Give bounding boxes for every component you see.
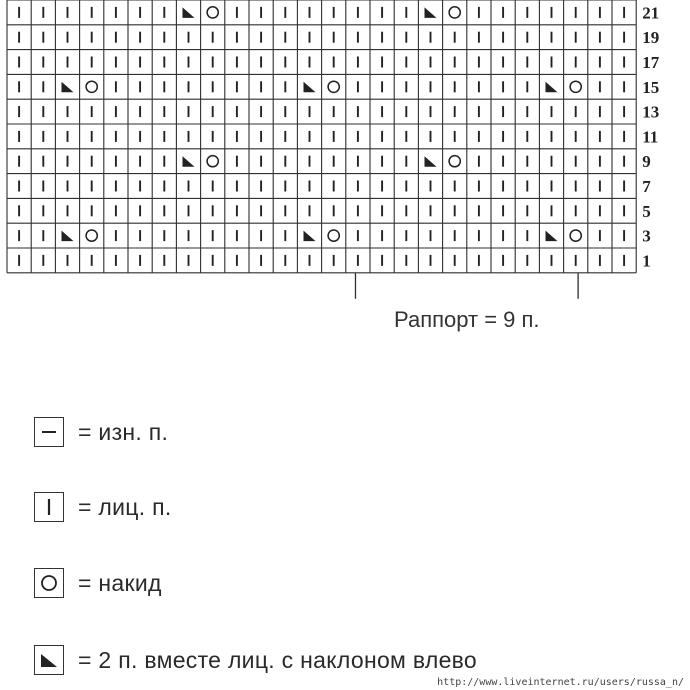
decrease-left-symbol xyxy=(425,156,437,167)
decrease-left-symbol xyxy=(183,156,195,167)
yarn-over-symbol xyxy=(86,230,97,241)
legend-item-knit xyxy=(34,490,172,524)
row-number-label: 17 xyxy=(642,53,660,72)
yarn-over-symbol xyxy=(570,81,581,92)
legend-item-decrease-left xyxy=(34,643,477,677)
yarn-over-symbol xyxy=(86,81,97,92)
decrease-left-symbol xyxy=(546,231,558,242)
decrease-left-symbol xyxy=(183,7,195,18)
repeat-label: Раппорт = 9 п. xyxy=(394,306,540,332)
row-number-label: 5 xyxy=(642,201,651,221)
legend-item-yarn-over xyxy=(34,566,162,600)
purl-symbol-icon xyxy=(34,417,64,447)
row-number-label: 19 xyxy=(642,28,660,48)
row-number-label: 15 xyxy=(642,77,660,97)
knit-symbol-icon xyxy=(34,492,64,522)
legend-label-knit: = лиц. п. xyxy=(78,493,172,520)
yarn-over-symbol xyxy=(570,230,581,241)
yarn-over-symbol xyxy=(328,81,339,92)
yarn-over-symbol xyxy=(207,156,218,167)
decrease-left-symbol xyxy=(425,7,437,18)
legend-label-decrease-left: = 2 п. вместе лиц. с наклоном влево xyxy=(78,646,478,673)
decrease-left-symbol xyxy=(62,231,74,242)
decrease-left-symbol xyxy=(304,231,316,242)
yarn-over-symbol xyxy=(449,7,460,18)
knitting-chart xyxy=(0,0,690,340)
decrease-left-symbol xyxy=(304,82,316,93)
decrease-left-symbol xyxy=(62,82,74,93)
decrease-left-symbol xyxy=(546,82,558,93)
legend-label-yarn-over: = накид xyxy=(78,569,162,596)
watermark-url: http://www.liveinternet.ru/users/russa_n/ xyxy=(437,677,684,688)
yarn-over-symbol xyxy=(449,156,460,167)
yarn-over-symbol xyxy=(207,7,218,18)
decrease-left-symbol-icon xyxy=(34,645,64,675)
row-number-label: 1 xyxy=(642,251,651,271)
row-number-label: 21 xyxy=(642,3,660,23)
row-number-label: 13 xyxy=(642,102,660,122)
row-number-label: 9 xyxy=(642,152,651,172)
yarn-over-symbol xyxy=(328,230,339,241)
yarn-over-symbol-icon xyxy=(34,568,64,598)
row-number-label: 7 xyxy=(642,177,651,196)
row-number-label: 3 xyxy=(642,226,651,246)
row-number-label: 11 xyxy=(642,127,659,147)
legend-label-purl: = изн. п. xyxy=(78,418,169,445)
legend-item-purl xyxy=(34,415,168,449)
